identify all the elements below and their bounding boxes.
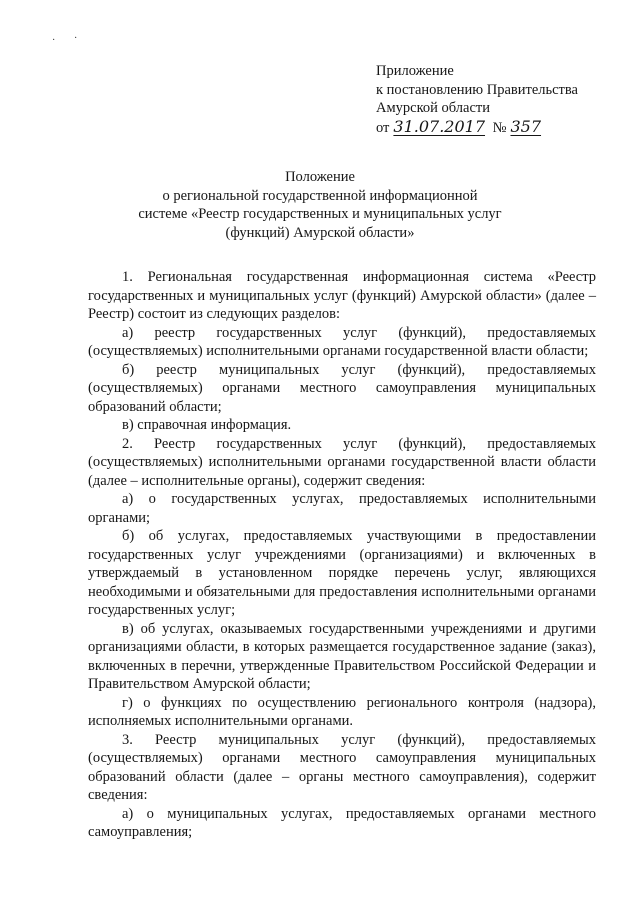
document-title — [60, 168, 580, 242]
title-line-4: (функций) Амурской области» — [225, 224, 415, 241]
date-prefix: от — [376, 119, 390, 136]
appendix-date-line — [376, 118, 578, 138]
paragraph-2a: а) о государственных услугах, предоставляемых исполнительными органами; — [88, 491, 596, 526]
appendix-line-3: Амурской области — [376, 100, 490, 116]
paragraph-3: 3. Реестр муниципальных услуг (функций), предоставляемых (осуществляемых) органами местного самоуправления муниципальных образований области (далее – органы местного самоуправления), содержит сведения: — [88, 731, 596, 803]
appendix-line-2: к постановлению Правительства — [376, 81, 578, 98]
document-body — [88, 268, 596, 842]
number-prefix: № — [492, 119, 507, 136]
title-line-2: о региональной государственной информационной — [162, 187, 478, 204]
handwritten-number: 357 — [510, 116, 542, 136]
title-line-3: системе «Реестр государственных и муниципальных услуг — [138, 206, 502, 222]
paragraph-2: 2. Реестр государственных услуг (функций), предоставляемых (осуществляемых) исполнительными органами государственной власти области (далее – исполнительные органы), содержит сведения: — [88, 435, 596, 489]
appendix-block — [376, 62, 578, 137]
paragraph-1a: а) реестр государственных услуг (функций), предоставляемых (осуществляемых) исполнительными органами государственной власти области; — [88, 324, 596, 359]
handwritten-date: 31.07.2017 — [393, 116, 486, 136]
paragraph-2c: в) об услугах, оказываемых государственными учреждениями и другими организациями области, в которых размещается государственное задание (заказ), включенных в перечни, утвержденные Правительством Российской Федерации и Правительством Амурской области; — [88, 620, 596, 692]
scan-dot: · — [52, 35, 56, 46]
paragraph-1b: б) реестр муниципальных услуг (функций), предоставляемых (осуществляемых) органами местного самоуправления муниципальных образований области; — [88, 361, 596, 415]
paragraph-2b: б) об услугах, предоставляемых участвующими в предоставлении государственных услуг учреждениями (организациями) и включенных в утверждаемый в установленном порядке перечень услуг, являющихся необходимыми и обязательными для предоставления исполнительными органами государственных услуг; — [88, 528, 596, 618]
paragraph-3a: а) о муниципальных услугах, предоставляемых органами местного самоуправления; — [88, 805, 596, 840]
title-line-1: Положение — [285, 169, 355, 185]
appendix-line-1: Приложение — [376, 63, 454, 79]
paragraph-1c: в) справочная информация. — [122, 417, 292, 433]
paragraph-1: 1. Региональная государственная информационная система «Реестр государственных и муниципальных услуг (функций) Амурской области» (далее – Реестр) состоит из следующих разделов: — [88, 269, 596, 322]
scan-dot: · — [74, 33, 78, 44]
paragraph-2d: г) о функциях по осуществлению регионального контроля (надзора), исполняемых исполнительными органами. — [88, 694, 596, 729]
